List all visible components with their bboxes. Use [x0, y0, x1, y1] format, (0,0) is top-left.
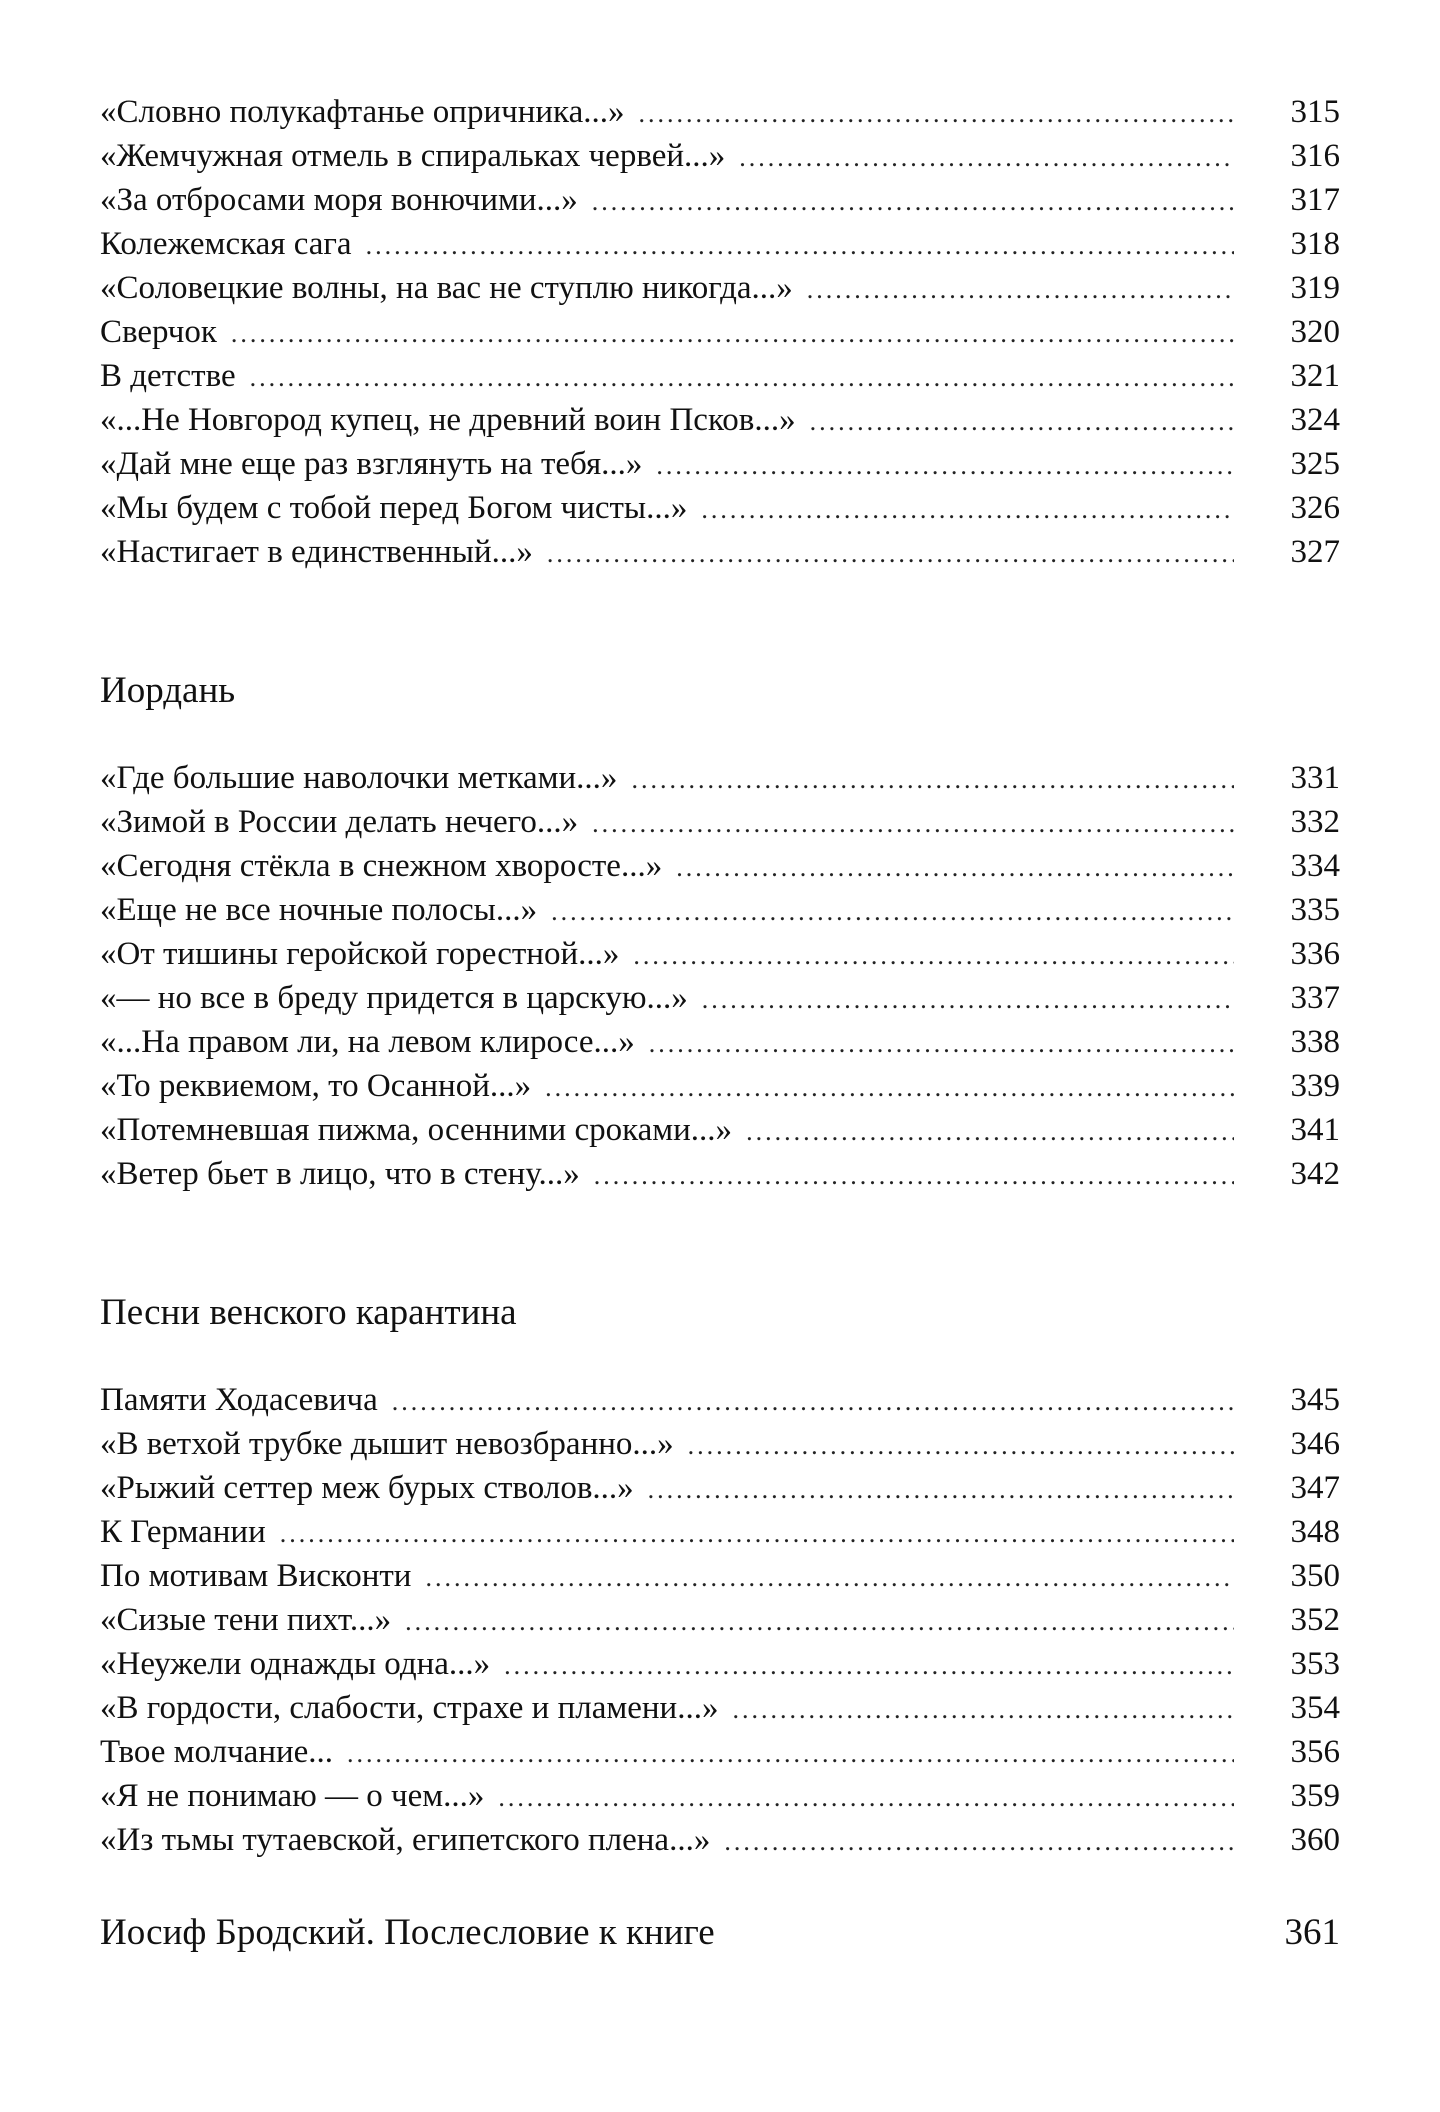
toc-entry-page: 316 [1290, 138, 1340, 174]
toc-entry-page: 354 [1290, 1690, 1340, 1726]
toc-entry [100, 1774, 1340, 1818]
toc-entry [100, 1466, 1340, 1510]
toc-entry-title: «Потемневшая пижма, осенними сроками...» [100, 1112, 733, 1148]
afterword-entry [100, 1908, 1340, 1958]
toc-entry-page: 337 [1290, 980, 1340, 1016]
toc-entry-title: «— но все в бреду придется в царскую...» [100, 980, 688, 1016]
toc-entry-page: 339 [1290, 1068, 1340, 1104]
toc-entry [100, 310, 1340, 354]
toc-entry-page: 345 [1290, 1382, 1340, 1418]
toc-entry [100, 442, 1340, 486]
toc-entry-page: 347 [1290, 1470, 1340, 1506]
dot-leader [592, 802, 1234, 846]
dot-leader [648, 1468, 1234, 1512]
dot-leader [631, 758, 1234, 802]
toc-entry-page: 334 [1290, 848, 1340, 884]
toc-entry-page: 360 [1290, 1822, 1340, 1858]
toc-entry-page: 359 [1290, 1778, 1340, 1814]
dot-leader [592, 180, 1234, 224]
toc-section-3-list [100, 1378, 1340, 1862]
dot-leader [280, 1512, 1234, 1556]
toc-entry-title: «Жемчужная отмель в спиральках червей...» [100, 138, 726, 174]
toc-entry-title: «Из тьмы тутаевской, египетского плена...» [100, 1822, 711, 1858]
dot-leader [649, 1022, 1234, 1066]
dot-leader [594, 1154, 1234, 1198]
dot-leader [231, 312, 1234, 356]
toc-entry-title: По мотивам Висконти [100, 1558, 412, 1594]
dot-leader [810, 400, 1234, 444]
dot-leader [366, 224, 1234, 268]
toc-entry-page: 319 [1290, 270, 1340, 306]
dot-leader [547, 532, 1234, 576]
toc-entry-title: К Германии [100, 1514, 266, 1550]
toc-entry [100, 134, 1340, 178]
toc-entry-title: «Я не понимаю — о чем...» [100, 1778, 485, 1814]
toc-entry [100, 756, 1340, 800]
toc-entry-title: «Где большие наволочки метками...» [100, 760, 618, 796]
toc-entry-title: «Рыжий сеттер меж бурых стволов...» [100, 1470, 634, 1506]
dot-leader [633, 934, 1234, 978]
toc-entry [100, 354, 1340, 398]
toc-entry-page: 327 [1290, 534, 1340, 570]
toc-entry-page: 356 [1290, 1734, 1340, 1770]
toc-entry [100, 1108, 1340, 1152]
toc-entry-title: «В ветхой трубке дышит невозбранно...» [100, 1426, 674, 1462]
toc-entry-page: 341 [1290, 1112, 1340, 1148]
toc-entry-title: «Словно полукафтанье опричника...» [100, 94, 625, 130]
toc-entry-page: 315 [1290, 94, 1340, 130]
dot-leader [405, 1600, 1234, 1644]
toc-entry-page: 348 [1290, 1514, 1340, 1550]
toc-entry [100, 976, 1340, 1020]
toc-entry [100, 844, 1340, 888]
toc-entry-page: 326 [1290, 490, 1340, 526]
dot-leader [724, 1820, 1234, 1864]
table-of-contents-page [100, 90, 1340, 1958]
toc-entry-title: Колежемская сага [100, 226, 352, 262]
toc-entry [100, 266, 1340, 310]
dot-leader [250, 356, 1234, 400]
toc-entry-title: «Ветер бьет в лицо, что в стену...» [100, 1156, 580, 1192]
toc-entry-title: Твое молчание... [100, 1734, 334, 1770]
dot-leader [676, 846, 1234, 890]
toc-entry [100, 398, 1340, 442]
toc-entry [100, 1378, 1340, 1422]
toc-entry-page: 331 [1290, 760, 1340, 796]
toc-entry-page: 342 [1290, 1156, 1340, 1192]
toc-entry-page: 320 [1290, 314, 1340, 350]
toc-entry-title: «Мы будем с тобой перед Богом чисты...» [100, 490, 688, 526]
toc-entry-page: 317 [1290, 182, 1340, 218]
dot-leader [701, 488, 1234, 532]
dot-leader [347, 1732, 1234, 1776]
dot-leader [732, 1688, 1234, 1732]
toc-entry-page: 338 [1290, 1024, 1340, 1060]
dot-leader [551, 890, 1234, 934]
dot-leader [545, 1066, 1234, 1110]
toc-entry-page: 352 [1290, 1602, 1340, 1638]
toc-entry [100, 1554, 1340, 1598]
toc-entry-title: «Соловецкие волны, на вас не ступлю никогда...» [100, 270, 793, 306]
dot-leader [688, 1424, 1234, 1468]
toc-entry [100, 1598, 1340, 1642]
toc-entry [100, 1686, 1340, 1730]
toc-section-2-list [100, 756, 1340, 1196]
toc-entry-page: 346 [1290, 1426, 1340, 1462]
toc-entry [100, 486, 1340, 530]
toc-entry [100, 932, 1340, 976]
toc-entry [100, 1642, 1340, 1686]
toc-entry-title: «Сизые тени пихт...» [100, 1602, 392, 1638]
toc-section-1-list [100, 90, 1340, 574]
toc-entry-title: «За отбросами моря вонючими...» [100, 182, 578, 218]
toc-entry-page: 321 [1290, 358, 1340, 394]
toc-entry-page: 353 [1290, 1646, 1340, 1682]
toc-entry [100, 222, 1340, 266]
dot-leader [504, 1644, 1234, 1688]
toc-entry-title: Сверчок [100, 314, 217, 350]
toc-entry [100, 1510, 1340, 1554]
toc-entry-title: «Неужели однажды одна...» [100, 1646, 491, 1682]
dot-leader [739, 136, 1234, 180]
dot-leader [746, 1110, 1234, 1154]
toc-entry-title: «Еще не все ночные полосы...» [100, 892, 538, 928]
toc-entry [100, 90, 1340, 134]
toc-entry [100, 1064, 1340, 1108]
afterword-title: Иосиф Бродский. Послесловие к книге [100, 1912, 715, 1953]
toc-entry-title: «От тишины геройской горестной...» [100, 936, 620, 972]
dot-leader [638, 92, 1234, 136]
toc-entry-title: «...Не Новгород купец, не древний воин Псков...» [100, 402, 796, 438]
toc-entry-page: 324 [1290, 402, 1340, 438]
dot-leader [425, 1556, 1234, 1600]
toc-entry-title: «Сегодня стёкла в снежном хворосте...» [100, 848, 663, 884]
toc-entry [100, 888, 1340, 932]
toc-entry [100, 1422, 1340, 1466]
toc-entry-page: 350 [1290, 1558, 1340, 1594]
dot-leader [807, 268, 1234, 312]
toc-entry-title: «То реквиемом, то Осанной...» [100, 1068, 532, 1104]
toc-entry [100, 530, 1340, 574]
toc-entry [100, 1818, 1340, 1862]
toc-entry [100, 1152, 1340, 1196]
dot-leader [498, 1776, 1234, 1820]
dot-leader [702, 978, 1234, 1022]
toc-entry [100, 1020, 1340, 1064]
toc-entry [100, 178, 1340, 222]
toc-entry-page: 332 [1290, 804, 1340, 840]
toc-entry-page: 335 [1290, 892, 1340, 928]
toc-entry-title: Памяти Ходасевича [100, 1382, 378, 1418]
toc-entry-title: «В гордости, слабости, страхе и пламени...» [100, 1690, 719, 1726]
toc-entry-title: «Настигает в единственный...» [100, 534, 533, 570]
toc-entry-title: В детстве [100, 358, 236, 394]
toc-entry-page: 336 [1290, 936, 1340, 972]
toc-entry-title: «...На правом ли, на левом клиросе...» [100, 1024, 635, 1060]
toc-entry [100, 1730, 1340, 1774]
section-heading-vienna-quarantine: Песни венского карантина [100, 1292, 517, 1333]
section-heading-iordan: Иордань [100, 670, 236, 711]
afterword-page: 361 [1284, 1912, 1340, 1953]
toc-entry-title: «Дай мне еще раз взглянуть на тебя...» [100, 446, 643, 482]
dot-leader [656, 444, 1234, 488]
toc-entry-page: 325 [1290, 446, 1340, 482]
dot-leader [392, 1380, 1234, 1424]
toc-entry [100, 800, 1340, 844]
toc-entry-page: 318 [1290, 226, 1340, 262]
toc-entry-title: «Зимой в России делать нечего...» [100, 804, 579, 840]
